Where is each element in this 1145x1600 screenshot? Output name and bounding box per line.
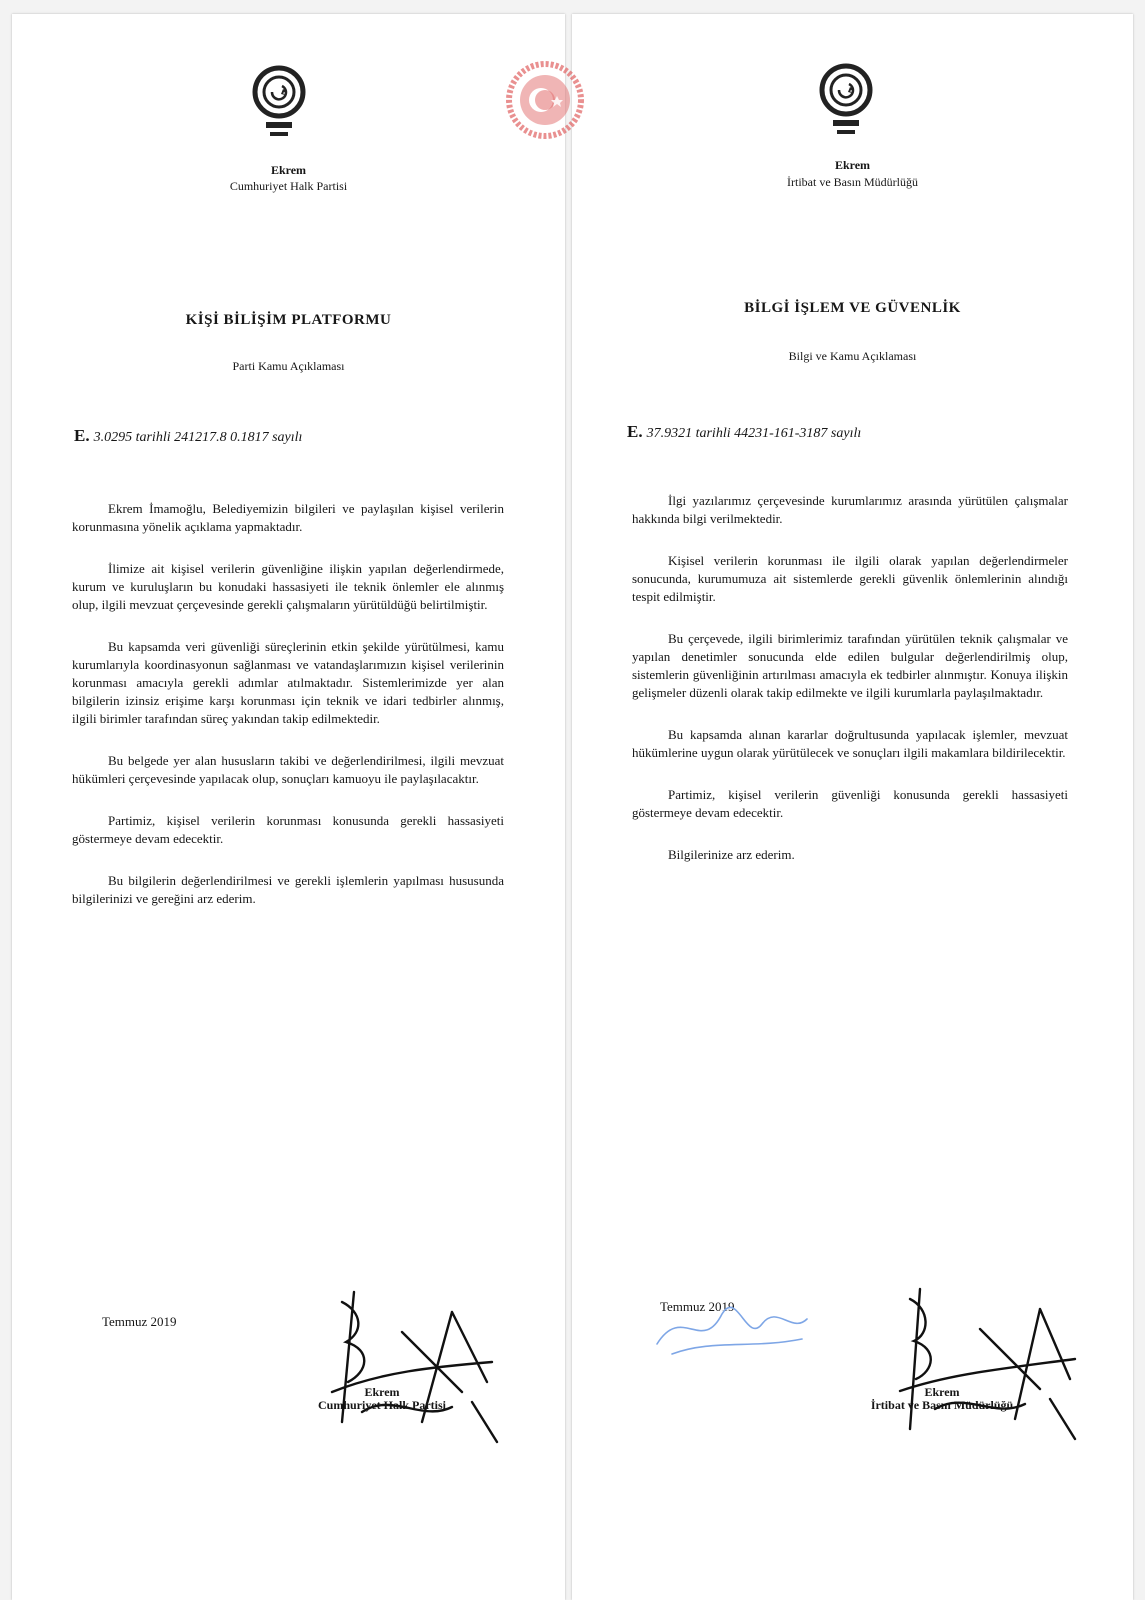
document-page-left [12,14,565,1600]
body-text [632,492,1068,888]
reference-label: E. [627,422,643,441]
signer-title: İrtibat ve Basın Müdürlüğü [870,1398,1014,1412]
paragraph: Partimiz, kişisel verilerin güvenliği konusunda gerekli hassasiyeti göstermeye devam edecektir. [632,787,1068,820]
date: Temmuz 2019 [102,1314,177,1329]
reference-line [74,426,302,446]
document-page-right [572,14,1133,1600]
emblem-seal [817,60,875,142]
org-title: Cumhuriyet Halk Partisi [229,179,348,193]
org-name: Ekrem [834,158,871,172]
org-title: İrtibat ve Basın Müdürlüğü [787,175,918,189]
signer-block [827,1386,1057,1412]
paragraph: Bu çerçevede, ilgili birimlerimiz tarafından yürütülen teknik çalışmalar ve yapılan denetimler sonucunda elde edilen bulgular değerlendirilmiş olup, sistemlerin güvenliğinin artırılması amacıyla ek tedbirler alınmıştır. Konuya ilişkin gelişmeler düzenli olarak takip edilmekte ve ilgili kurumlarla paylaşılmaktadır. [632,631,1068,700]
signer-title: Cumhuriyet Halk Partisi [318,1398,446,1412]
emblem-seal [250,62,308,144]
paragraph: Bilgilerinize arz ederim. [668,847,795,862]
reference-line [627,422,861,442]
signature [890,1279,1090,1459]
body-text [72,500,504,932]
signer-name: Ekrem [924,1385,960,1399]
paragraph: İlgi yazılarımız çerçevesinde kurumlarımız arasında yürütülen çalışmalar hakkında bilgi verilmektedir. [632,493,1068,526]
document-title: BİLGİ İŞLEM VE GÜVENLİK [744,300,961,316]
paragraph: Bu kapsamda veri güvenliği süreçlerinin etkin şekilde yürütülmesi, kamu kurumlarıyla koordinasyonun sağlanması ve vatandaşlarımızın kişisel verilerinin korunması amacıyla gerekli adımlar atılmaktadır. Sistemlerimizde yer alan bilgilerin izinsiz erişime karşı korunması için teknik ve idari tedbirler alınmış, ilgili birimler tarafından süreç yakından takip edilmektedir. [72,639,504,726]
signer-block [282,1386,482,1412]
red-crescent-stamp [505,60,585,140]
paragraph: İlimize ait kişisel verilerin güvenliğine ilişkin yapılan değerlendirmede, kurum ve kuruluşların bu konudaki hassasiyeti ile teknik önlemler ele alınmış olup, ilgili mevzuat çerçevesinde gerekli çalışmaların yürütüldüğü belirtilmiştir. [72,561,504,612]
signature [302,1272,522,1452]
blue-signature [652,1284,812,1364]
paragraph: Bu belgede yer alan hususların takibi ve değerlendirilmesi, ilgili mevzuat hükümleri çerçevesinde yapılacak olup, sonuçları kamuoyu ile paylaşılacaktır. [72,753,504,786]
paragraph: Bu kapsamda alınan kararlar doğrultusunda yapılacak işlemler, mevzuat hükümlerine uygun olarak yürütülecek ve sonuçları ilgili makamlara bildirilecektir. [632,727,1068,760]
document-subtitle: Bilgi ve Kamu Açıklaması [788,349,917,363]
date: Temmuz 2019 [660,1299,735,1314]
reference-number: 3.0295 tarihli 241217.8 0.1817 sayılı [93,430,303,445]
reference-number: 37.9321 tarihli 44231-161-3187 sayılı [646,426,862,441]
org-name: Ekrem [270,163,307,177]
paragraph: Ekrem İmamoğlu, Belediyemizin bilgileri ve paylaşılan kişisel verilerin korunmasına yönelik açıklama yapmaktadır. [72,501,504,534]
paragraph: Partimiz, kişisel verilerin korunması konusunda gerekli hassasiyeti göstermeye devam edecektir. [72,813,504,846]
paragraph: Kişisel verilerin korunması ile ilgili olarak yapılan değerlendirmeler sonucunda, kurumumuza ait sistemlerde gerekli güvenlik önlemlerinin alındığı tespit edilmiştir. [632,553,1068,604]
paragraph: Bu bilgilerin değerlendirilmesi ve gerekli işlemlerin yapılması hususunda bilgilerinizi ve gereğini arz ederim. [72,873,504,906]
document-title: KİŞİ BİLİŞİM PLATFORMU [185,312,392,328]
signer-name: Ekrem [364,1385,400,1399]
reference-label: E. [74,426,90,445]
document-subtitle: Parti Kamu Açıklaması [232,359,345,373]
